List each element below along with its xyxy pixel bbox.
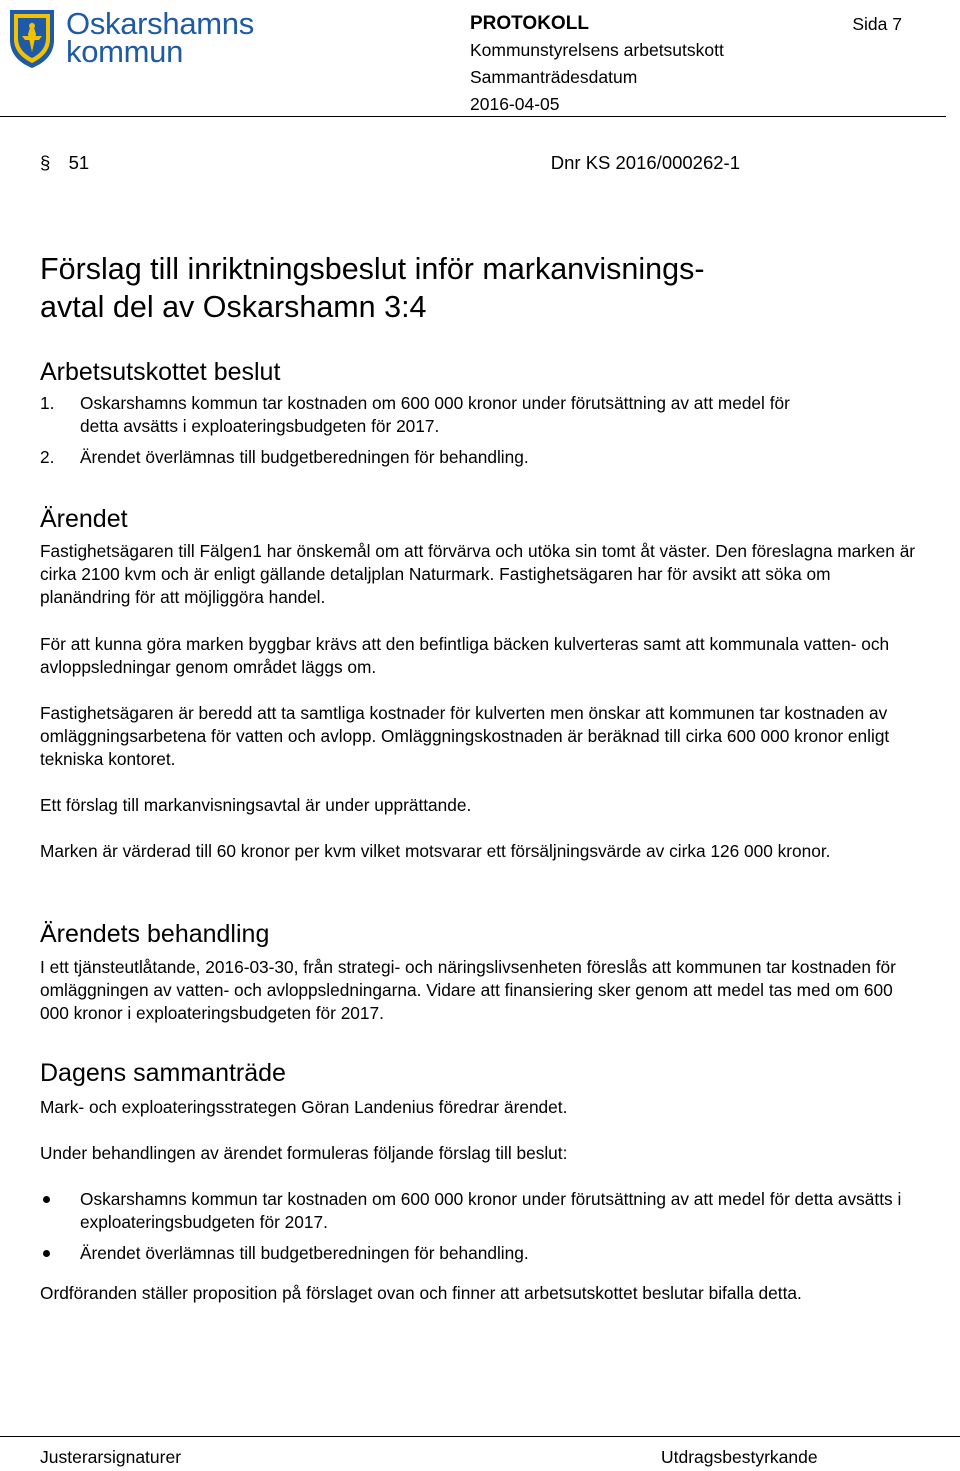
decision-item-text-1: Oskarshamns kommun tar kostnaden om 600 000 kronor under förutsättning av att medel för	[80, 393, 790, 413]
decision-item	[40, 446, 920, 469]
closing-text: Ordföranden ställer proposition på förslaget ovan och finner att arbetsutskottet beslutar bifalla detta.	[40, 1283, 802, 1303]
proposal-item-text: Oskarshamns kommun tar kostnaden om 600 000 kronor under förutsättning av att medel för detta avsätts i exploateringsbudgeten för 2017.	[80, 1189, 902, 1232]
proposal-list	[40, 1188, 920, 1273]
decision-item	[40, 392, 920, 438]
behandling-text: I ett tjänsteutlåtande, 2016-03-30, från strategi- och näringslivsenheten föreslås att kommunen tar kostnaden för omläggningen av vatten- och avloppsledningarna. Vidare att finansiering sker genom att medel tas med om 600 000 kronor i exploateringsbudgeten för 2017.	[40, 957, 896, 1023]
section-symbol: §	[40, 152, 51, 173]
page-number: Sida 7	[852, 14, 902, 34]
date-label: Sammanträdesdatum	[470, 67, 638, 87]
sammantrade-intro: Mark- och exploateringsstrategen Göran Landenius föredrar ärendet.	[40, 1097, 568, 1117]
arendet-paragraph: För att kunna göra marken byggbar krävs att den befintliga bäcken kulverteras samt att kommunala vatten- och avloppsledningar genom området läggs om.	[40, 634, 890, 677]
arendet-heading: Ärendet	[40, 505, 128, 533]
proposal-intro: Under behandlingen av ärendet formuleras följande förslag till beslut:	[40, 1143, 568, 1163]
document-header	[470, 10, 724, 118]
arendet-paragraph: Fastighetsägaren är beredd att ta samtliga kostnader för kulverten men önskar att kommunen tar kostnaden av omläggningsarbetena för vatten och avlopp. Omläggningskostnaden är beräknad till cirka 600 000 kronor enligt tekniska kontoret.	[40, 703, 890, 769]
logo-text	[66, 6, 254, 69]
decision-item-text-2: detta avsätts i exploateringsbudgeten för 2017.	[80, 416, 440, 436]
bullet-icon	[43, 1250, 50, 1257]
municipality-logo	[6, 6, 266, 76]
title-line-2: avtal del av Oskarshamn 3:4	[40, 290, 427, 324]
paragraph-number: 51	[68, 152, 90, 173]
case-number: Dnr KS 2016/000262-1	[550, 152, 740, 173]
behandling-heading: Ärendets behandling	[40, 920, 270, 948]
proposal-item-text: Ärendet överlämnas till budgetberedningen för behandling.	[80, 1243, 529, 1263]
title-line-1: Förslag till inriktningsbeslut inför markanvisnings-	[40, 252, 705, 286]
signature-label: Justerarsignaturer	[40, 1447, 182, 1467]
proposal-item	[40, 1188, 920, 1234]
paragraph-row	[40, 152, 740, 174]
proposal-item	[40, 1242, 920, 1265]
arendet-paragraph: Fastighetsägaren till Fälgen1 har önskemål om att förvärva och utöka sin tomt åt väster. Den föreslagna marken är cirka 2100 kvm och är enligt gällande detaljplan Naturmark. Fastighetsägaren har för avsikt att söka om planändring för att möjliggöra handel.	[40, 541, 916, 607]
decision-item-number: 2.	[40, 447, 55, 467]
protocol-label: PROTOKOLL	[470, 13, 589, 34]
sammantrade-heading: Dagens sammanträde	[40, 1059, 286, 1087]
date-value: 2016-04-05	[470, 94, 560, 114]
crest-icon	[6, 6, 58, 70]
decision-item-text-1: Ärendet överlämnas till budgetberedningen för behandling.	[80, 447, 529, 467]
decision-list	[40, 392, 920, 477]
certification-label: Utdragsbestyrkande	[661, 1447, 818, 1467]
decision-item-number: 1.	[40, 393, 55, 413]
page-title	[40, 250, 920, 326]
header-divider	[0, 116, 946, 117]
arendet-paragraph: Ett förslag till markanvisningsavtal är under upprättande.	[40, 795, 472, 815]
body-name: Kommunstyrelsens arbetsutskott	[470, 40, 724, 60]
arendet-paragraph: Marken är värderad till 60 kronor per kvm vilket motsvarar ett försäljningsvärde av cirka 126 000 kronor.	[40, 841, 831, 861]
decision-heading: Arbetsutskottet beslut	[40, 358, 281, 386]
bullet-icon	[43, 1196, 50, 1203]
logo-line-1: Oskarshamns	[66, 6, 254, 41]
footer-divider	[0, 1436, 960, 1437]
logo-line-2: kommun	[66, 34, 184, 69]
